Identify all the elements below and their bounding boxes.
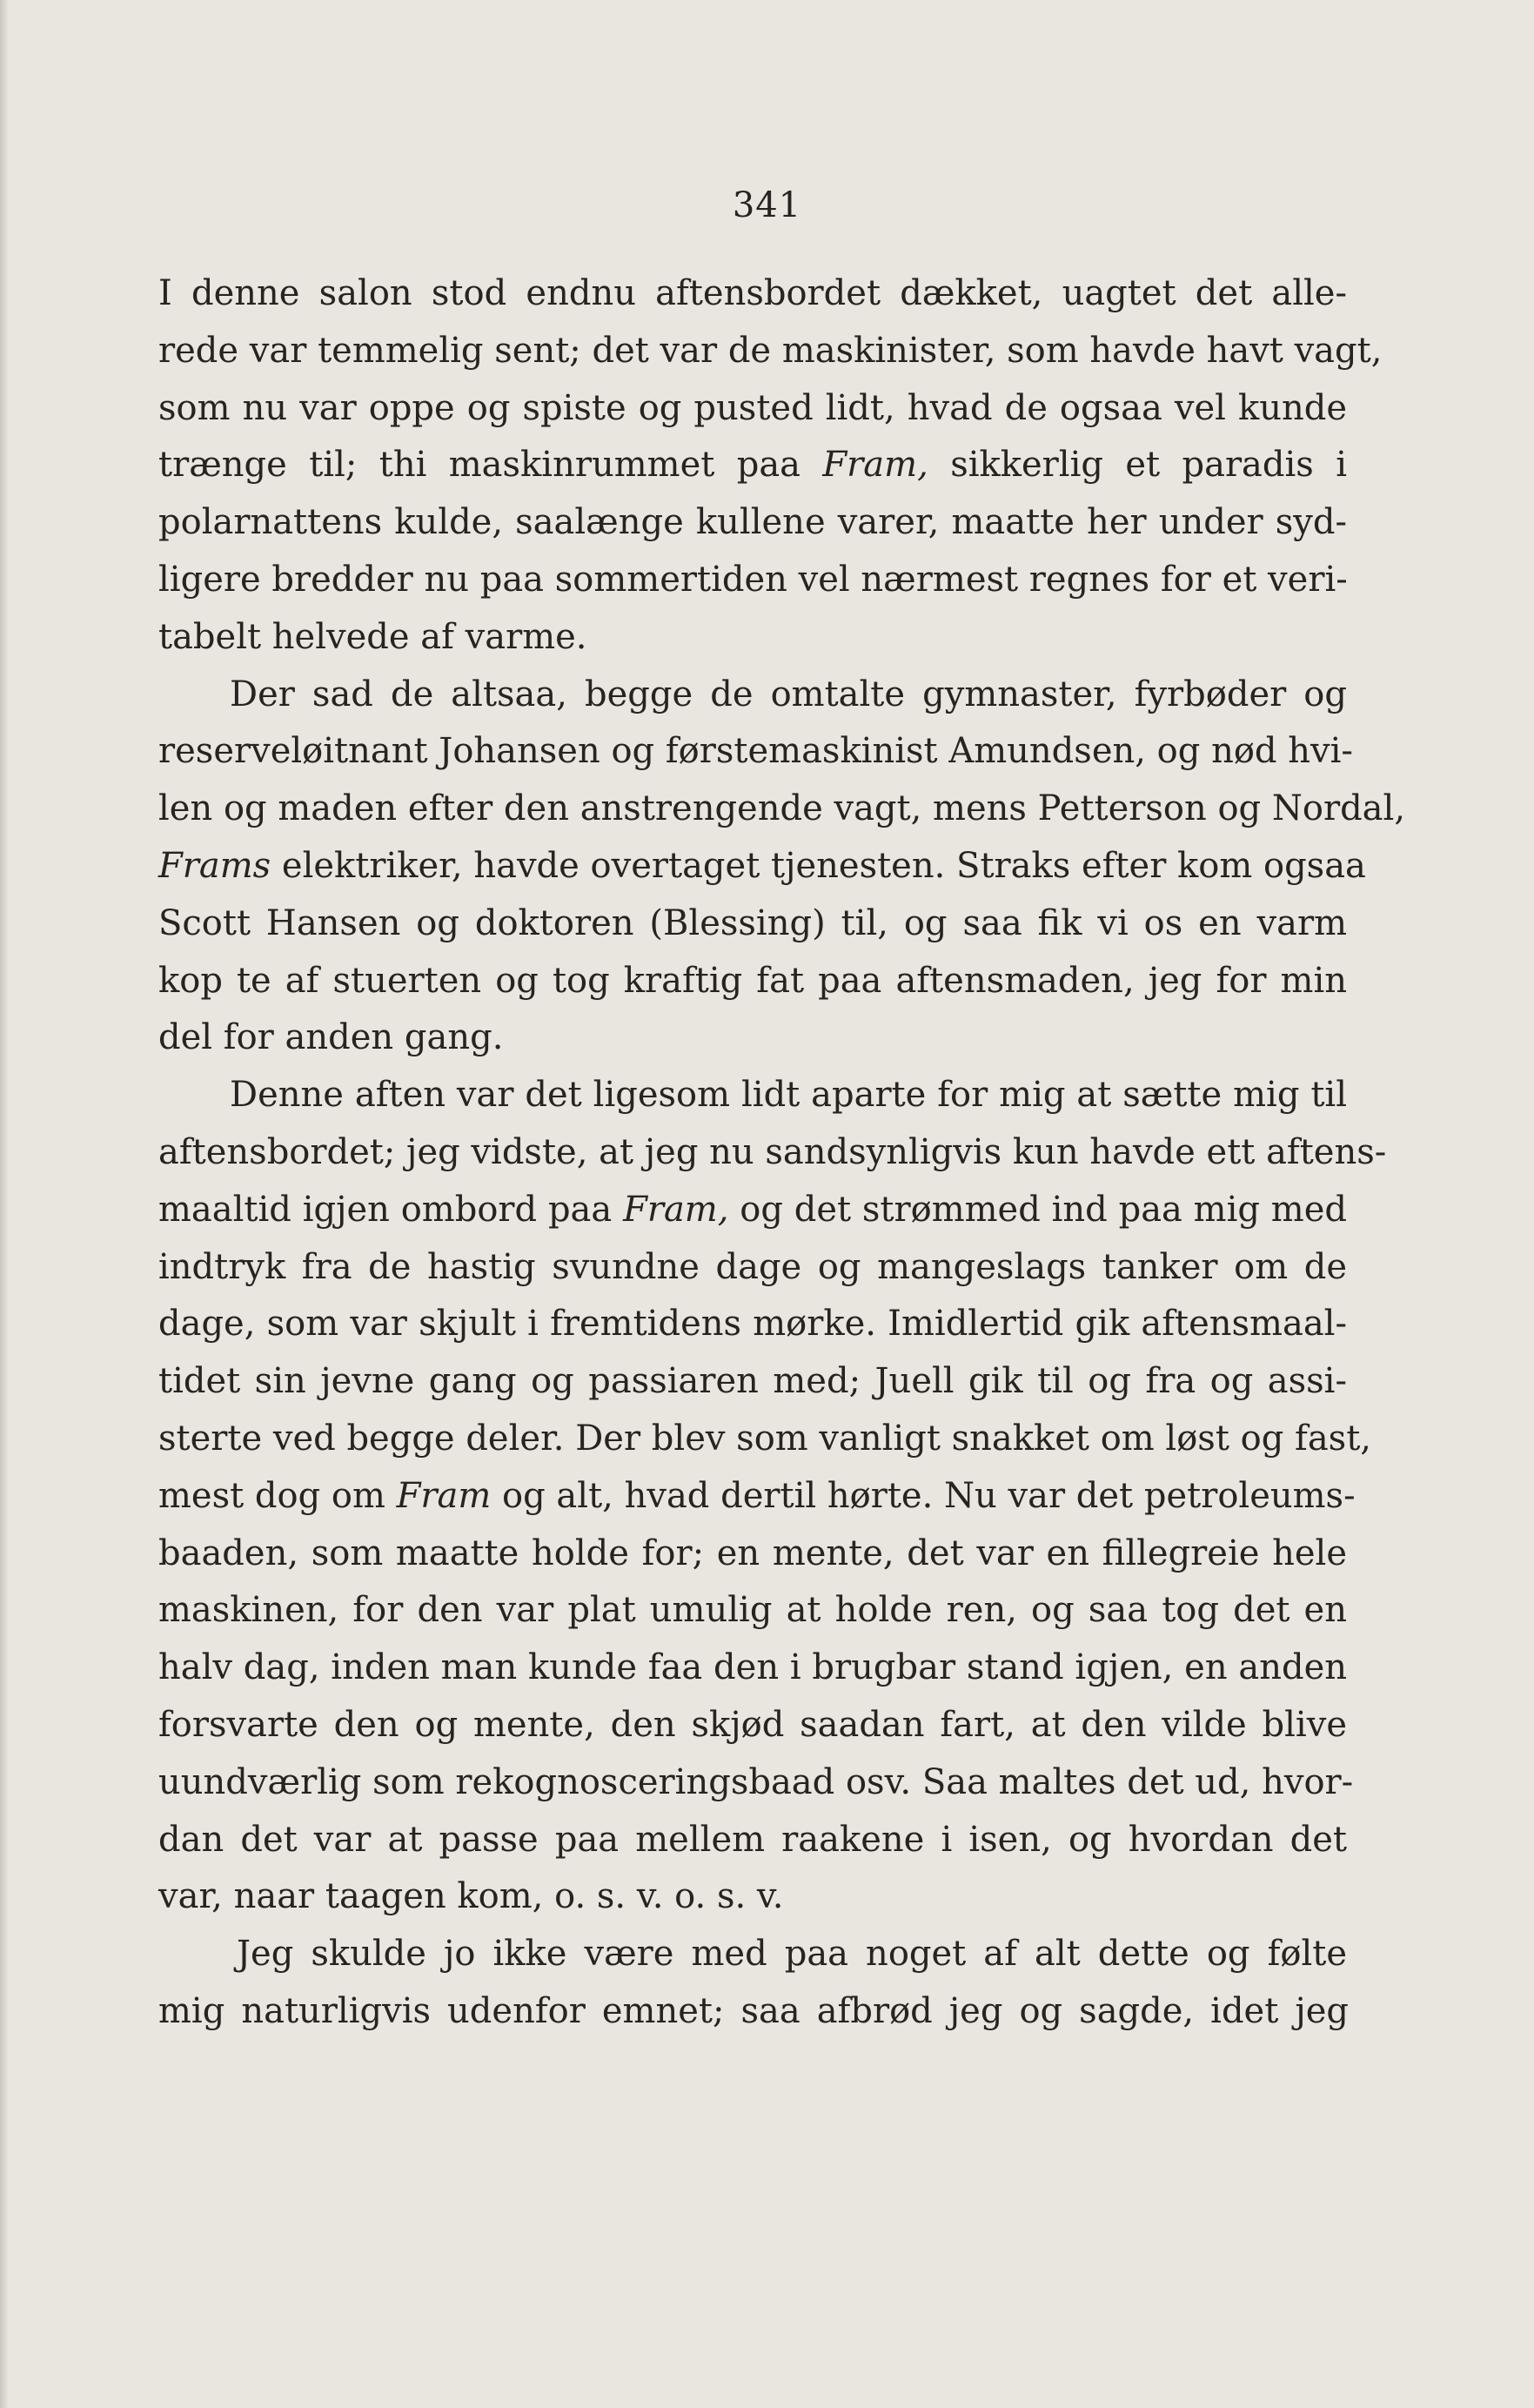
text-segment: maaltid igjen ombord paa — [158, 1189, 613, 1230]
text-segment: sikkerlig et paradis i — [950, 445, 1348, 486]
text-line: Jeg skulde jo ikke være med paa noget af alt dette og følte — [237, 1934, 1347, 1975]
text-line: tidet sin jevne gang og passiaren med; Juell gik til og fra og assi- — [158, 1361, 1347, 1402]
text-line: Der sad de altsaa, begge de omtalte gymnaster, fyrbøder og — [230, 674, 1347, 714]
text-line — [158, 1182, 1347, 1239]
text-line: polarnattens kulde, saalænge kullene varer, maatte her under syd- — [158, 502, 1347, 543]
text-line: I denne salon stod endnu aftensbordet dækket, uagtet det alle- — [158, 273, 1347, 313]
text-line: dan det var at passe paa mellem raakene i isen, og hvordan det — [158, 1819, 1347, 1860]
text-segment: og det strømmed ind paa mig med — [740, 1189, 1348, 1230]
text-line: halv dag, inden man kunde faa den i brugbar stand igjen, en anden — [158, 1647, 1347, 1688]
text-line: maskinen, for den var plat umulig at holde ren, og saa tog det en — [158, 1590, 1347, 1631]
text-line — [158, 1468, 1356, 1526]
text-line: reserveløitnant Johansen og førstemaskinist Amundsen, og nød hvi- — [158, 731, 1353, 772]
text-segment: og alt, hvad dertil hørte. Nu var det petroleums- — [502, 1475, 1356, 1516]
text-line: kop te af stuerten og tog kraftig fat paa aftensmaden, jeg for min — [158, 960, 1347, 1001]
text-line: del for anden gang. — [158, 1017, 504, 1058]
italic-ship-name: Fram — [396, 1475, 492, 1516]
page-number: 341 — [732, 185, 802, 225]
text-line: indtryk fra de hastig svundne dage og mangeslags tanker om de — [158, 1246, 1347, 1287]
text-line: tabelt helvede af varme. — [158, 616, 587, 657]
text-line: rede var temmelig sent; det var de maskinister, som havde havt vagt, — [158, 330, 1383, 371]
text-line: ligere bredder nu paa sommertiden vel nærmest regnes for et veri- — [158, 559, 1348, 600]
text-line: len og maden efter den anstrengende vagt, mens Petterson og Nordal, — [158, 788, 1406, 829]
text-line: baaden, som maatte holde for; en mente, det var en fillegreie hele — [158, 1533, 1347, 1573]
text-line: sterte ved begge deler. Der blev som vanligt snakket om løst og fast, — [158, 1418, 1371, 1459]
text-line: Denne aften var det ligesom lidt aparte for mig at sætte mig til — [230, 1075, 1347, 1116]
text-segment: mest dog om — [158, 1475, 385, 1516]
italic-ship-name: Fram, — [822, 445, 928, 486]
italic-ship-name: Fram, — [623, 1189, 729, 1230]
text-line: forsvarte den og mente, den skjød saadan fart, at den vilde blive — [158, 1704, 1347, 1745]
text-line — [158, 838, 1366, 895]
text-line: Scott Hansen og doktoren (Blessing) til, og saa fik vi os en varm — [158, 902, 1347, 943]
text-line: dage, som var skjult i fremtidens mørke. Imidlertid gik aftensmaal- — [158, 1304, 1347, 1345]
text-line — [158, 437, 1347, 494]
text-line: mig naturligvis udenfor emnet; saa afbrød jeg og sagde, idet jeg — [158, 1990, 1349, 2031]
text-line: aftensbordet; jeg vidste, at jeg nu sandsynligvis kun havde ett aftens- — [158, 1131, 1387, 1172]
text-line: uundværlig som rekognosceringsbaad osv. Saa maltes det ud, hvor- — [158, 1761, 1354, 1802]
body-text — [158, 265, 1406, 2041]
italic-ship-name: Frams — [158, 845, 271, 886]
text-line: var, naar taagen kom, o. s. v. o. s. v. — [158, 1876, 784, 1917]
page-edge-shadow — [0, 0, 9, 2408]
text-segment: elektriker, havde overtaget tjenesten. Straks efter kom ogsaa — [281, 845, 1366, 886]
text-segment: trænge til; thi maskinrummet paa — [158, 445, 801, 486]
text-line: som nu var oppe og spiste og pusted lidt, hvad de ogsaa vel kunde — [158, 387, 1347, 428]
